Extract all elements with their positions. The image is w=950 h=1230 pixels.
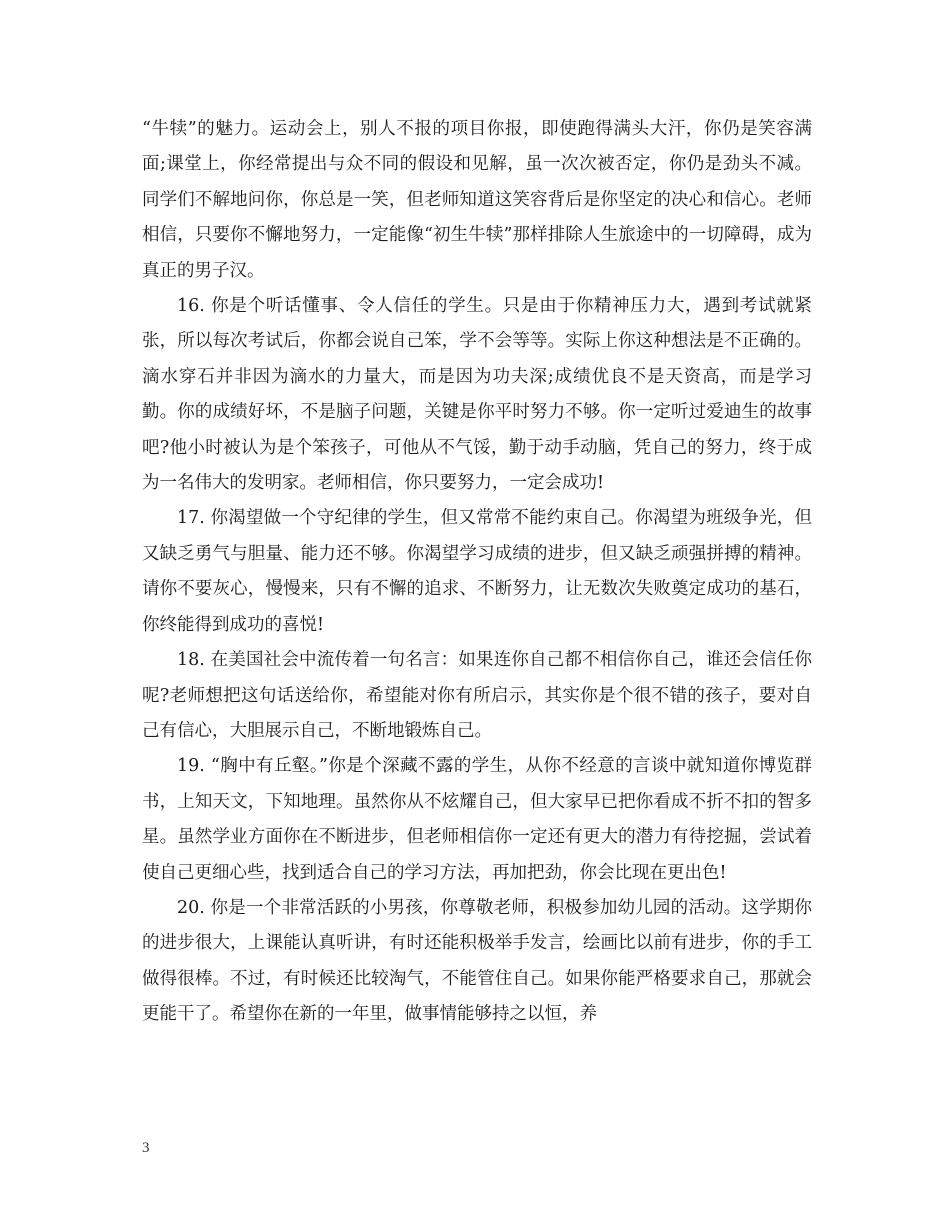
paragraph-17: 17. 你渴望做一个守纪律的学生，但又常常不能约束自己。你渴望为班级争光，但又缺乏勇气与胆量、能力还不够。你渴望学习成绩的进步，但又缺乏顽强拼搏的精神。请你不要灰心，慢慢来，只有不懈的追求、不断努力，让无数次失败奠定成功的基石，你终能得到成功的喜悦! [142, 508, 812, 635]
body-text [142, 112, 812, 1033]
paragraph-20: 20. 你是一个非常活跃的小男孩，你尊敬老师，积极参加幼儿园的活动。这学期你的进步很大，上课能认真听讲，有时还能积极举手发言，绘画比以前有进步，你的手工做得很棒。不过，有时候还比较淘气，不能管住自己。如果你能严格要求自己，那就会更能干了。希望你在新的一年里，做事情能够持之以恒，养 [142, 897, 812, 1025]
paragraph-19: 19. “胸中有丘壑。”你是个深藏不露的学生，从你不经意的言谈中就知道你博览群书，上知天文，下知地理。虽然你从不炫耀自己，但大家早已把你看成不折不扣的智多星。虽然学业方面你在不断进步，但老师相信你一定还有更大的潜力有待挖掘，尝试着使自己更细心些，找到适合自己的学习方法，再加把劲，你会比现在更出色! [142, 756, 812, 883]
paragraph-continuation: “牛犊”的魅力。运动会上，别人不报的项目你报，即使跑得满头大汗，你仍是笑容满面;课堂上，你经常提出与众不同的假设和见解，虽一次次被否定，你仍是劲头不减。同学们不解地问你，你总是一笑，但老师知道这笑容背后是你坚定的决心和信心。老师相信，只要你不懈地努力，一定能像“初生牛犊”那样排除人生旅途中的一切障碍，成为真正的男子汉。 [142, 119, 812, 281]
paragraph-18: 18. 在美国社会中流传着一句名言：如果连你自己都不相信你自己，谁还会信任你呢?老师想把这句话送给你，希望能对你有所启示，其实你是个很不错的孩子，要对自己有信心，大胆展示自己，不断地锻炼自己。 [142, 650, 812, 741]
page-number: 3 [142, 1140, 150, 1156]
paragraph-16: 16. 你是个听话懂事、令人信任的学生。只是由于你精神压力大，遇到考试就紧张，所以每次考试后，你都会说自己笨，学不会等等。实际上你这种想法是不正确的。滴水穿石并非因为滴水的力量大，而是因为功夫深;成绩优良不是天资高，而是学习勤。你的成绩好坏，不是脑子问题，关键是你平时努力不够。你一定听过爱迪生的故事吧?他小时被认为是个笨孩子，可他从不气馁，勤于动手动脑，凭自己的努力，终于成为一名伟大的发明家。老师相信，你只要努力，一定会成功! [142, 296, 812, 494]
